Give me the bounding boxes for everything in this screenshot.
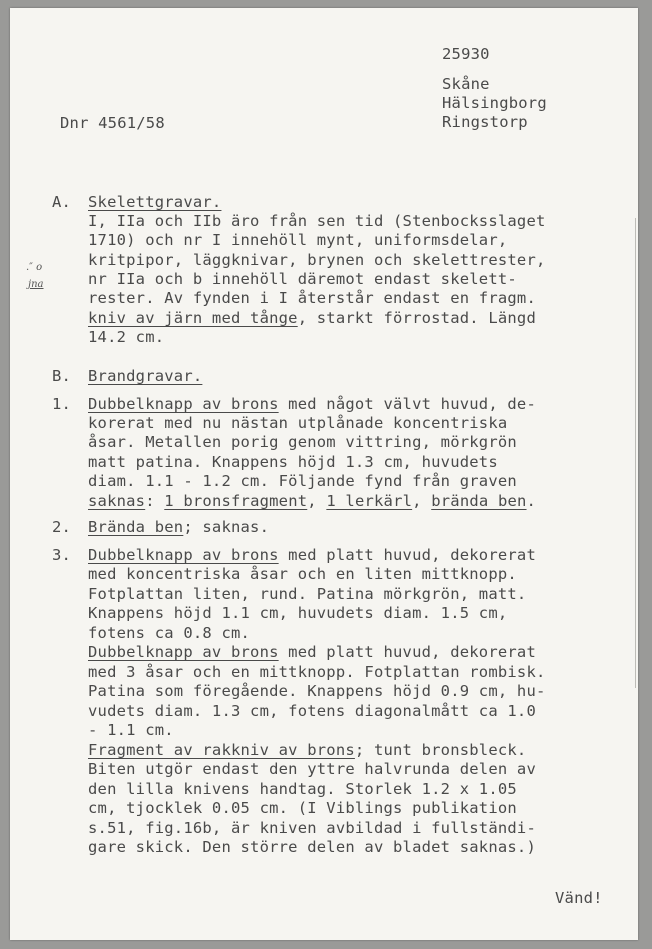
item-2-line: Brända ben; saknas. [88,518,270,536]
item-3-line-5: fotens ca 0.8 cm. [88,624,251,642]
section-a-line-5: rester. Av fynden i I återstår endast en fragm. [88,289,536,307]
item-3-number: 3. [52,546,72,564]
item-3-line-14: cm, tjocklek 0.05 cm. (I Viblings publikation [88,799,517,817]
item-3-line-8: Patina som föregående. Knappens höjd 0.9 cm, hu- [88,682,546,700]
item-3-line-2: med koncentriska åsar och en liten mittknopp. [88,565,517,583]
document-card [10,8,638,940]
knife-find: kniv av järn med tånge [88,309,298,327]
item-3-line-6: Dubbelknapp av brons med platt huvud, dekorerat [88,643,536,661]
site-name: Ringstorp [442,113,528,131]
item-3-line-12: Biten utgör endast den yttre halvrunda delen av [88,760,536,778]
section-a-heading: Skelettgravar. [88,193,222,211]
item-3-line-13: den lilla knivens handtag. Storlek 1.2 x 1.05 [88,780,517,798]
item-3-line-3: Fotplattan liten, rund. Patina mörkgrön, matt. [88,585,527,603]
section-a-line-1: I, IIa och IIb äro från sen tid (Stenbocksslaget [88,212,546,230]
item-3-line-7: med 3 åsar och en mittknopp. Fotplattan rombisk. [88,663,546,681]
margin-note-2: jna [28,279,44,290]
parish: Hälsingborg [442,94,547,112]
catalog-number: 25930 [442,45,490,63]
section-a-line-6: kniv av järn med tånge, starkt förrostad. Längd [88,309,536,327]
item-2-number: 2. [52,518,72,536]
section-b-label: B. [52,367,72,385]
item-1-line-4: matt patina. Knappens höjd 1.3 cm, huvudets [88,453,498,471]
item-1-line-5: diam. 1.1 - 1.2 cm. Följande fynd från graven [88,472,517,490]
item-3-line-4: Knappens höjd 1.1 cm, huvudets diam. 1.5 cm, [88,604,508,622]
card-edge-line [635,218,636,688]
section-a-line-3: kritpipor, läggknivar, brynen och skelettrester, [88,251,546,269]
item-3-line-1: Dubbelknapp av brons med platt huvud, dekorerat [88,546,536,564]
margin-note-1: .″ o [26,262,43,273]
item-1-line-2: korerat med nu nästan utplånade koncentriska [88,414,508,432]
item-3-line-10: - 1.1 cm. [88,721,174,739]
section-a-line-2: 1710) och nr I innehöll mynt, uniformsdelar, [88,231,508,249]
section-b-heading: Brandgravar. [88,367,203,385]
item-3-line-9: vudets diam. 1.3 cm, fotens diagonalmått ca 1.0 [88,702,536,720]
section-a-line-7: 14.2 cm. [88,328,165,346]
item-1-line-3: åsar. Metallen porig genom vittring, mörkgrön [88,433,517,451]
item-1-line-6: saknas: 1 bronsfragment, 1 lerkärl, brända ben. [88,492,537,510]
item-1-number: 1. [52,395,72,413]
section-a-line-4: nr IIa och b innehöll däremot endast skelett- [88,270,517,288]
section-a-label: A. [52,193,72,211]
item-3-line-11: Fragment av rakkniv av brons; tunt bronsbleck. [88,741,527,759]
item-3-line-15: s.51, fig.16b, är kniven avbildad i fullständi- [88,819,536,837]
province: Skåne [442,75,490,93]
item-3-line-16: gare skick. Den större delen av bladet saknas.) [88,838,536,856]
item-1-line-1: Dubbelknapp av brons med något välvt huvud, de- [88,395,536,413]
turn-over-note: Vänd! [555,889,603,907]
diary-number: Dnr 4561/58 [60,114,165,132]
